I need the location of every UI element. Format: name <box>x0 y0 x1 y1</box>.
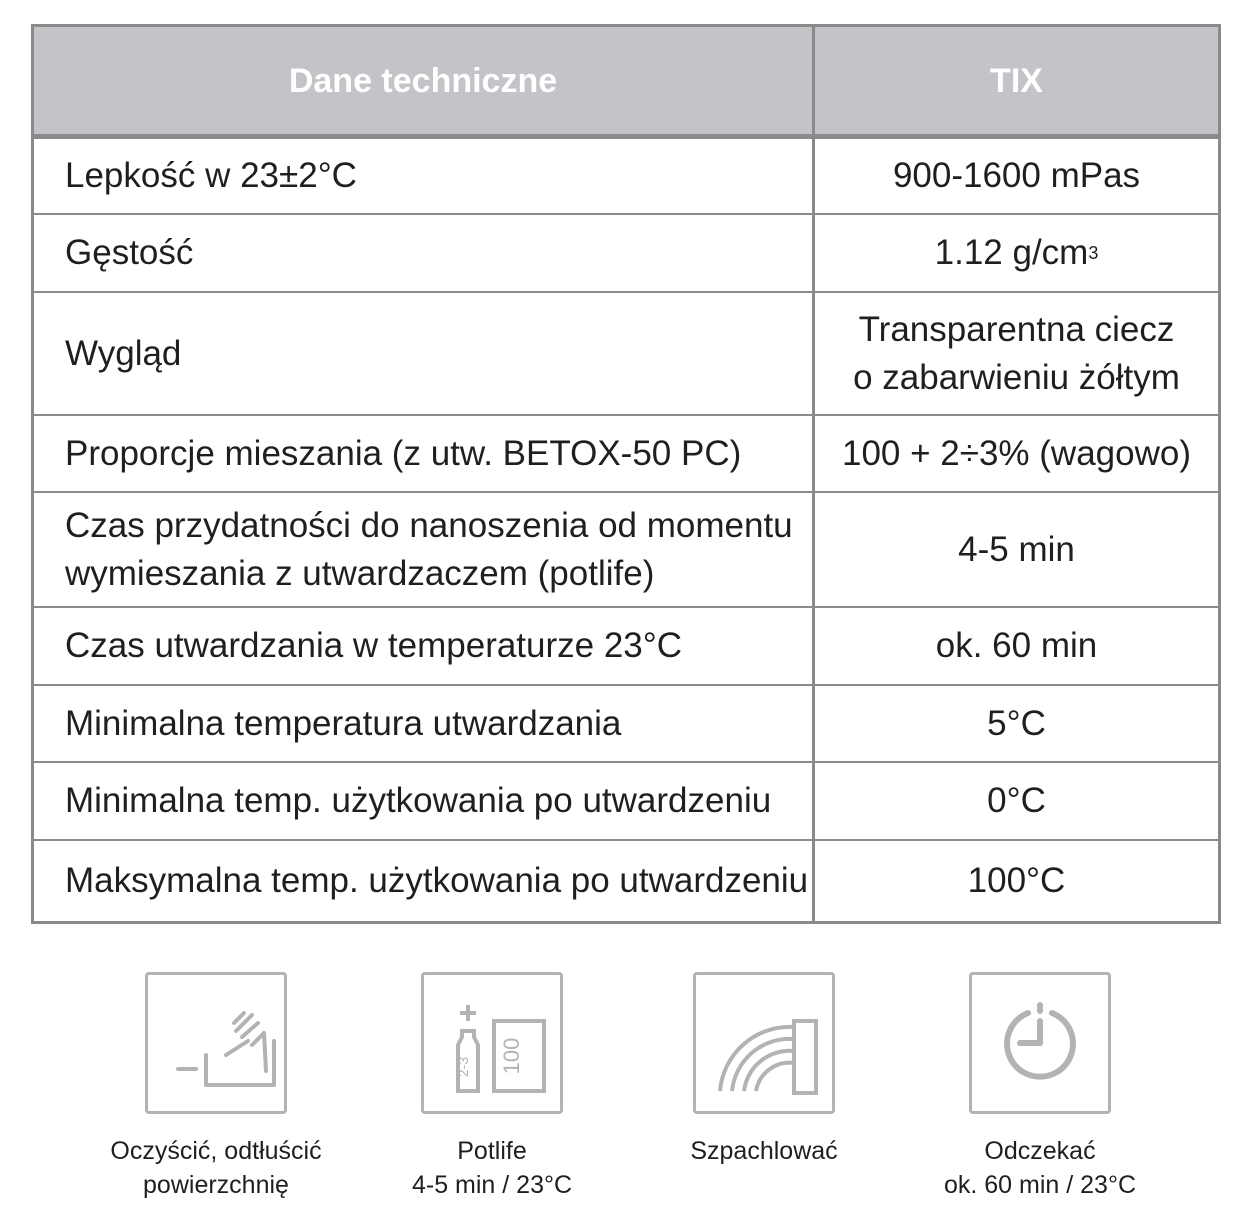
row-parameter: Gęstość <box>34 215 815 291</box>
application-steps <box>0 972 1250 1212</box>
table-row <box>34 606 1218 684</box>
technical-data-table <box>31 24 1221 924</box>
table-row <box>34 213 1218 291</box>
header-parameter: Dane techniczne <box>34 27 815 134</box>
icon-ratio-text: 2-3 <box>455 1056 471 1078</box>
row-parameter: Maksymalna temp. użytkowania po utwardzeniu <box>34 841 815 921</box>
row-parameter: Wygląd <box>34 293 815 414</box>
step-caption: Potlife 4-5 min / 23°C <box>411 1137 573 1199</box>
table-header-row <box>34 27 1218 137</box>
superscript: 3 <box>1088 243 1099 263</box>
table-row <box>34 761 1218 839</box>
table-row <box>34 137 1218 213</box>
potlife-icon <box>421 972 563 1114</box>
row-parameter: Lepkość w 23±2°C <box>34 139 815 213</box>
row-parameter: Minimalna temp. użytkowania po utwardzeniu <box>34 763 815 839</box>
table-row <box>34 491 1218 606</box>
clock-icon <box>969 972 1111 1114</box>
icon-100-text: 100 <box>499 1037 524 1075</box>
row-value: 900-1600 mPas <box>892 156 1141 195</box>
row-value: 4-5 min <box>958 529 1075 569</box>
trowel-icon <box>693 972 835 1114</box>
row-parameter: Minimalna temperatura utwardzania <box>34 686 815 761</box>
step-caption: Szpachlować <box>690 1137 838 1165</box>
row-value: 1.12 g/cm 3 <box>815 215 1218 291</box>
row-parameter: Czas utwardzania w temperaturze 23°C <box>34 608 815 684</box>
table-row <box>34 414 1218 491</box>
table-row <box>34 839 1218 921</box>
row-value: 100°C <box>967 861 1066 900</box>
step-trowel <box>614 972 914 1168</box>
row-value: Transparentna ciecz o zabarwieniu żółtym <box>853 309 1180 397</box>
step-caption: Odczekać ok. 60 min / 23°C <box>943 1137 1137 1199</box>
table-row <box>34 291 1218 414</box>
table-row <box>34 684 1218 761</box>
header-value: TIX <box>990 61 1043 100</box>
row-value: ok. 60 min <box>935 626 1098 665</box>
clean-surface-icon <box>145 972 287 1114</box>
step-clean <box>66 972 366 1202</box>
row-value: 0°C <box>987 781 1046 820</box>
step-potlife <box>342 972 642 1202</box>
step-wait <box>890 972 1190 1202</box>
row-parameter: Proporcje mieszania (z utw. BETOX-50 PC) <box>34 416 815 491</box>
step-caption: Oczyścić, odtłuścić powierzchnię <box>110 1137 322 1199</box>
row-value: 5°C <box>987 703 1046 743</box>
row-parameter: Czas przydatności do nanoszenia od momentu wymieszania z utwardzaczem (potlife) <box>34 493 815 606</box>
row-value: 100 + 2÷3% (wagowo) <box>842 433 1191 473</box>
